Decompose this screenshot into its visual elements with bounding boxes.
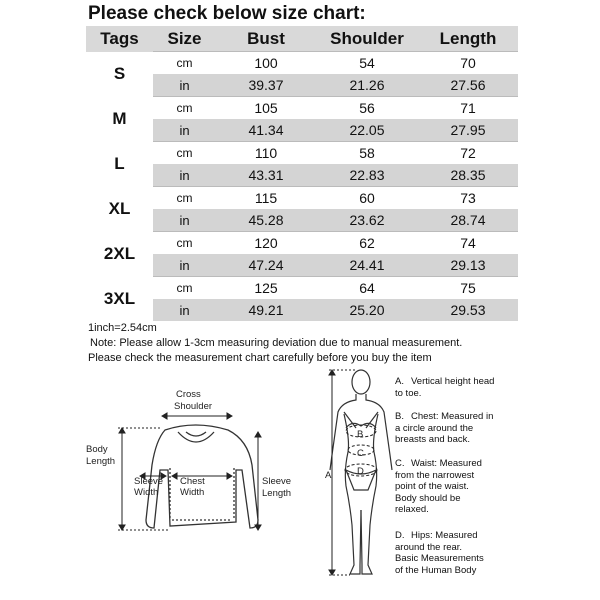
shoulder-cell: 23.62 <box>316 209 418 232</box>
check-note: Please check the measurement chart carefully before you buy the item <box>88 352 432 364</box>
length-cell: 29.13 <box>418 254 518 277</box>
unit-cell: cm <box>153 187 216 210</box>
legend-b-key: B. <box>395 411 404 422</box>
length-cell: 27.95 <box>418 119 518 142</box>
marker-a: A <box>325 470 332 481</box>
sleeve-length-label: Sleeve Length <box>262 476 292 499</box>
length-cell: 71 <box>418 97 518 120</box>
garment-measure-lines <box>118 413 261 530</box>
legend-b <box>395 411 493 446</box>
bust-cell: 105 <box>216 97 316 120</box>
shoulder-cell: 22.83 <box>316 164 418 187</box>
size-tag: 2XL <box>86 232 153 277</box>
sleeve-width-label: Sleeve Width <box>134 476 164 498</box>
legend-a <box>395 376 494 399</box>
size-tag: L <box>86 142 153 187</box>
length-cell: 74 <box>418 232 518 255</box>
chest-width-label: Chest Width <box>180 476 205 498</box>
cross-shoulder-label: Cross Shoulder <box>174 389 213 412</box>
length-cell: 28.74 <box>418 209 518 232</box>
conversion-note: 1inch=2.54cm <box>88 322 157 334</box>
bust-cell: 41.34 <box>216 119 316 142</box>
legend-d <box>395 530 484 576</box>
length-cell: 73 <box>418 187 518 210</box>
shoulder-cell: 60 <box>316 187 418 210</box>
header-size: Size <box>153 26 216 52</box>
length-cell: 70 <box>418 52 518 75</box>
legend-c-text: Waist: Measured from the narrowest point of the waist. Body should be relaxed. <box>395 458 482 515</box>
legend-c <box>395 458 482 516</box>
shoulder-cell: 25.20 <box>316 299 418 321</box>
unit-cell: in <box>153 299 216 321</box>
unit-cell: cm <box>153 277 216 300</box>
size-tag: XL <box>86 187 153 232</box>
length-cell: 27.56 <box>418 74 518 97</box>
shoulder-cell: 64 <box>316 277 418 300</box>
length-cell: 28.35 <box>418 164 518 187</box>
unit-cell: in <box>153 164 216 187</box>
unit-cell: cm <box>153 52 216 75</box>
unit-cell: in <box>153 254 216 277</box>
header-length: Length <box>418 26 518 52</box>
deviation-note: Note: Please allow 1-3cm measuring deviation due to manual measurement. <box>90 337 463 349</box>
bust-cell: 47.24 <box>216 254 316 277</box>
bust-cell: 39.37 <box>216 74 316 97</box>
marker-c: C <box>357 448 364 459</box>
unit-cell: cm <box>153 97 216 120</box>
bust-cell: 49.21 <box>216 299 316 321</box>
bust-cell: 110 <box>216 142 316 165</box>
legend-d-key: D. <box>395 530 405 541</box>
legend-a-key: A. <box>395 376 404 387</box>
shoulder-cell: 62 <box>316 232 418 255</box>
length-cell: 29.53 <box>418 299 518 321</box>
shoulder-cell: 54 <box>316 52 418 75</box>
size-tag: 3XL <box>86 277 153 322</box>
legend-d-text: Hips: Measured around the rear. Basic Measurements of the Human Body <box>395 530 484 576</box>
legend-c-key: C. <box>395 458 405 469</box>
shoulder-cell: 56 <box>316 97 418 120</box>
legend-b-text: Chest: Measured in a circle around the breasts and back. <box>395 411 494 445</box>
bust-cell: 43.31 <box>216 164 316 187</box>
shoulder-cell: 58 <box>316 142 418 165</box>
length-cell: 72 <box>418 142 518 165</box>
bust-cell: 115 <box>216 187 316 210</box>
bust-cell: 45.28 <box>216 209 316 232</box>
size-tag: M <box>86 97 153 142</box>
header-tags: Tags <box>86 26 153 52</box>
legend-a-text: Vertical height head to toe. <box>395 376 495 399</box>
length-cell: 75 <box>418 277 518 300</box>
page-title: Please check below size chart: <box>88 3 366 24</box>
shoulder-cell: 22.05 <box>316 119 418 142</box>
bust-cell: 100 <box>216 52 316 75</box>
unit-cell: in <box>153 209 216 232</box>
bust-cell: 120 <box>216 232 316 255</box>
unit-cell: in <box>153 74 216 97</box>
marker-d: D <box>357 466 364 477</box>
size-tag: S <box>86 52 153 97</box>
unit-cell: cm <box>153 232 216 255</box>
unit-cell: in <box>153 119 216 142</box>
marker-b: B <box>357 429 364 440</box>
unit-cell: cm <box>153 142 216 165</box>
body-length-label: Body Length <box>86 444 116 467</box>
header-shoulder: Shoulder <box>316 26 418 52</box>
header-bust: Bust <box>216 26 316 52</box>
bust-cell: 125 <box>216 277 316 300</box>
shoulder-cell: 24.41 <box>316 254 418 277</box>
shoulder-cell: 21.26 <box>316 74 418 97</box>
